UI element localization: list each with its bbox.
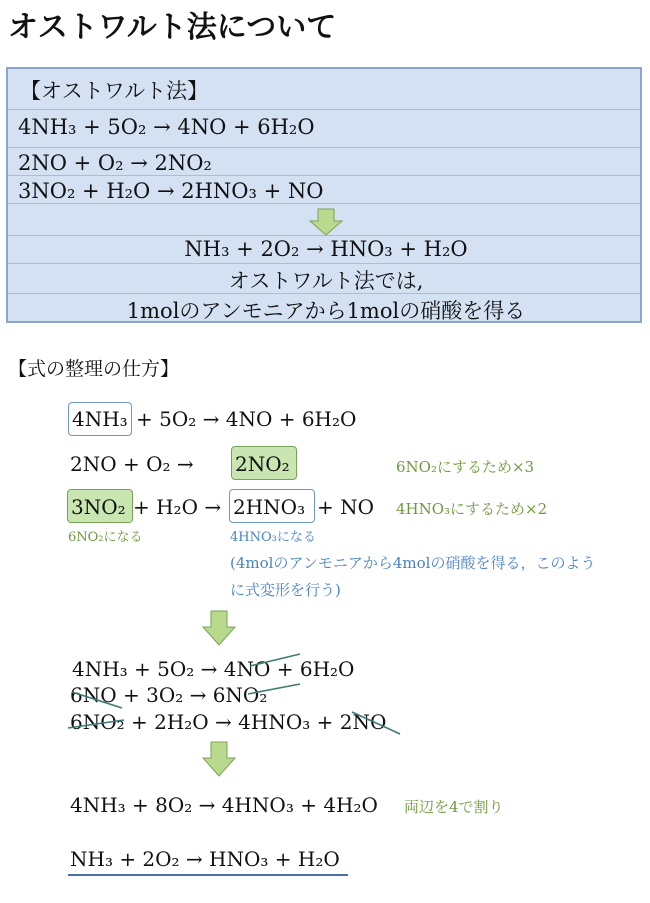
- r2-product: 2NO₂: [235, 452, 290, 476]
- note-6no2: 6NO₂になる: [68, 530, 143, 545]
- sum-note: 両辺を4で割り: [404, 798, 504, 816]
- ostwald-summary-box: [6, 67, 642, 323]
- final-equation: NH₃ + 2O₂ → HNO₃ + H₂O: [70, 847, 340, 871]
- r1-rest: + 5O₂ → 4NO + 6H₂O: [136, 407, 357, 431]
- overall-equation: NH₃ + 2O₂ → HNO₃ + H₂O: [184, 237, 468, 261]
- equation-1: 4NH₃ + 5O₂ → 4NO + 6H₂O: [18, 115, 315, 139]
- note-4hno3: 4HNO₃になる: [230, 530, 316, 545]
- equation-3: 3NO₂ + H₂O → 2HNO₃ + NO: [18, 179, 324, 203]
- divider: [8, 263, 640, 264]
- conclusion-line-2: 1molのアンモニアから1molの硝酸を得る: [126, 299, 526, 323]
- cancel-strikes: [60, 648, 420, 740]
- down-arrow-icon: [201, 740, 237, 778]
- scaled-eq-2: 6NO + 3O₂ → 6NO₂: [70, 683, 268, 707]
- r3-reactant: 3NO₂: [71, 495, 126, 519]
- r2-left: 2NO + O₂ →: [70, 452, 194, 476]
- final-underline: [68, 874, 348, 876]
- r1-reactant: 4NH₃: [72, 407, 128, 431]
- divider: [8, 203, 640, 204]
- r3-mid: + H₂O →: [133, 495, 222, 519]
- equation-2: 2NO + O₂ → 2NO₂: [18, 151, 212, 175]
- note-multiply-2: 4HNO₃にするため×2: [396, 500, 548, 518]
- box-header: 【オストワルト法】: [20, 79, 209, 103]
- divider: [8, 147, 640, 148]
- r3-product: 2HNO₃: [233, 495, 306, 519]
- explanation-line-1: (4molのアンモニアから4molの硝酸を得る，このよう: [230, 554, 596, 572]
- conclusion-line-1: オストワルト法では,: [228, 269, 424, 293]
- note-multiply-3: 6NO₂にするため×3: [396, 458, 535, 476]
- scaled-eq-1: 4NH₃ + 5O₂ → 4NO + 6H₂O: [72, 657, 355, 681]
- divider: [8, 175, 640, 176]
- sum-equation: 4NH₃ + 8O₂ → 4HNO₃ + 4H₂O: [70, 793, 378, 817]
- explanation-line-2: に式変形を行う): [230, 581, 341, 599]
- scaled-eq-3: 6NO₂ + 2H₂O → 4HNO₃ + 2NO: [70, 710, 387, 734]
- section-header: 【式の整理の仕方】: [8, 358, 180, 380]
- divider: [8, 109, 640, 110]
- page-title: オストワルト法について: [8, 10, 337, 45]
- r3-rest: + NO: [317, 495, 375, 519]
- down-arrow-icon: [201, 609, 237, 647]
- down-arrow-icon: [308, 207, 344, 237]
